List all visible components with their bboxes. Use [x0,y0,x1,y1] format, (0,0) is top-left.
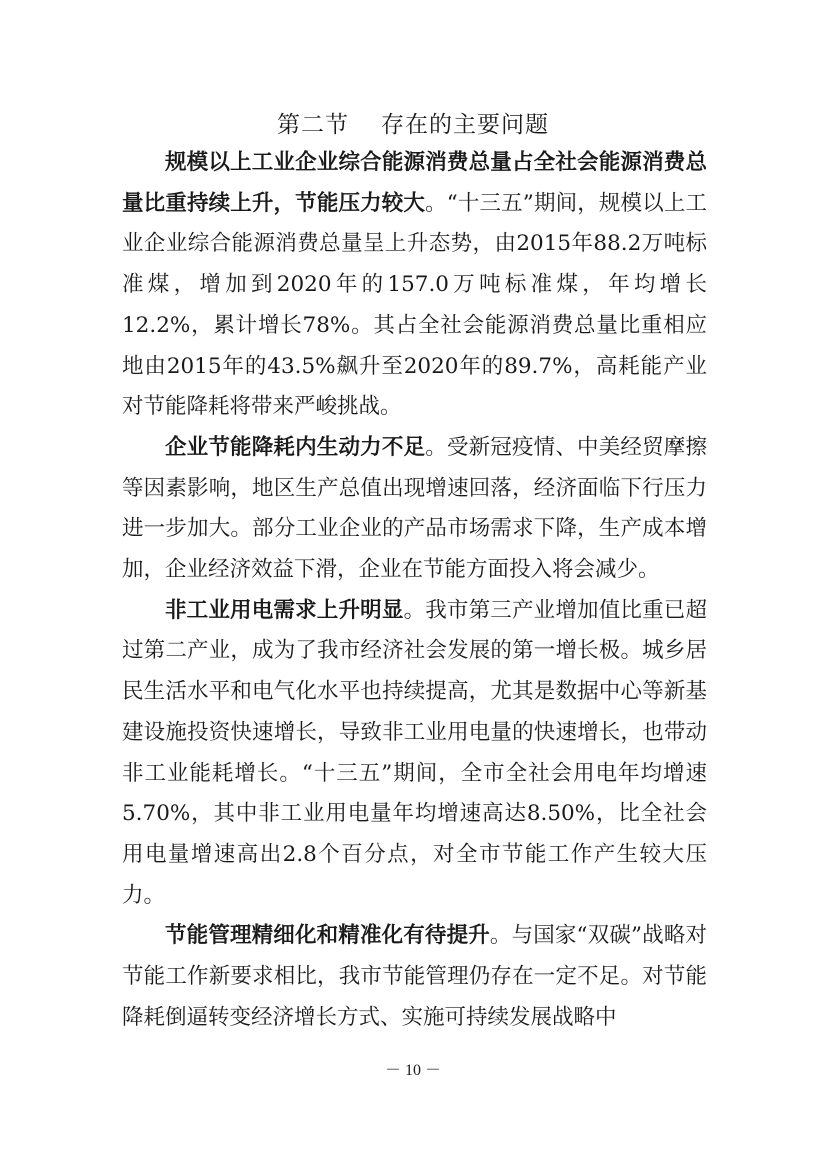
paragraph-management [122,916,707,1038]
paragraph-lead: 规模以上工业企业综合能源消费总量占全社会能源消费总量比重持续上升，节能压力较大 [122,150,707,216]
paragraph-energy-consumption [122,143,707,428]
paragraph-text: 。与国家“双碳”战略对节能工作新要求相比，我市节能管理仍存在一定不足。对节能降耗倒逼转变经济增长方式、实施可持续发展战略中 [122,923,707,1030]
section-heading [0,108,826,142]
paragraph-text: 。受新冠疫情、中美经贸摩擦等因素影响，地区生产总值出现增速回落，经济面临下行压力进一步加大。部分工业企业的产品市场需求下降，生产成本增加，企业经济效益下滑，企业在节能方面投入将会减少。 [122,434,707,583]
paragraph-lead: 企业节能降耗内生动力不足 [165,434,426,460]
document-body [122,143,707,1038]
paragraph-text: 。我市第三产业增加值比重已超过第二产业，成为了我市经济社会发展的第一增长极。城乡居民生活水平和电气化水平也持续提高，尤其是数据中心等新基建设施投资快速增长，导致非工业用电量的快速增长，也带动非工业能耗增长。“十三五”期间，全市全社会用电年均增速5.70%，其中非工业用电量年均增速高达8.50%，比全社会用电量增速高出2.8个百分点，对全市节能工作产生较大压力。 [122,597,707,908]
section-number: 第二节 [277,112,349,138]
paragraph-lead: 节能管理精细化和精准化有待提升 [165,923,490,949]
paragraph-lead: 非工业用电需求上升明显 [165,597,404,623]
paragraph-text: 。“十三五”期间，规模以上工业企业综合能源消费总量呈上升态势，由2015年88.2万吨标准煤，增加到2020年的157.0万吨标准煤，年均增长12.2%，累计增长78%。其占全社会能源消费总量比重相应地由2015年的43.5%飙升至2020年的89.7%，高耗能产业对节能降耗将带来严峻挑战。 [122,190,707,420]
section-title: 存在的主要问题 [381,112,549,138]
page-number: － 10 － [384,1062,441,1079]
paragraph-enterprise-motivation [122,428,707,591]
paragraph-non-industrial-power [122,591,707,917]
